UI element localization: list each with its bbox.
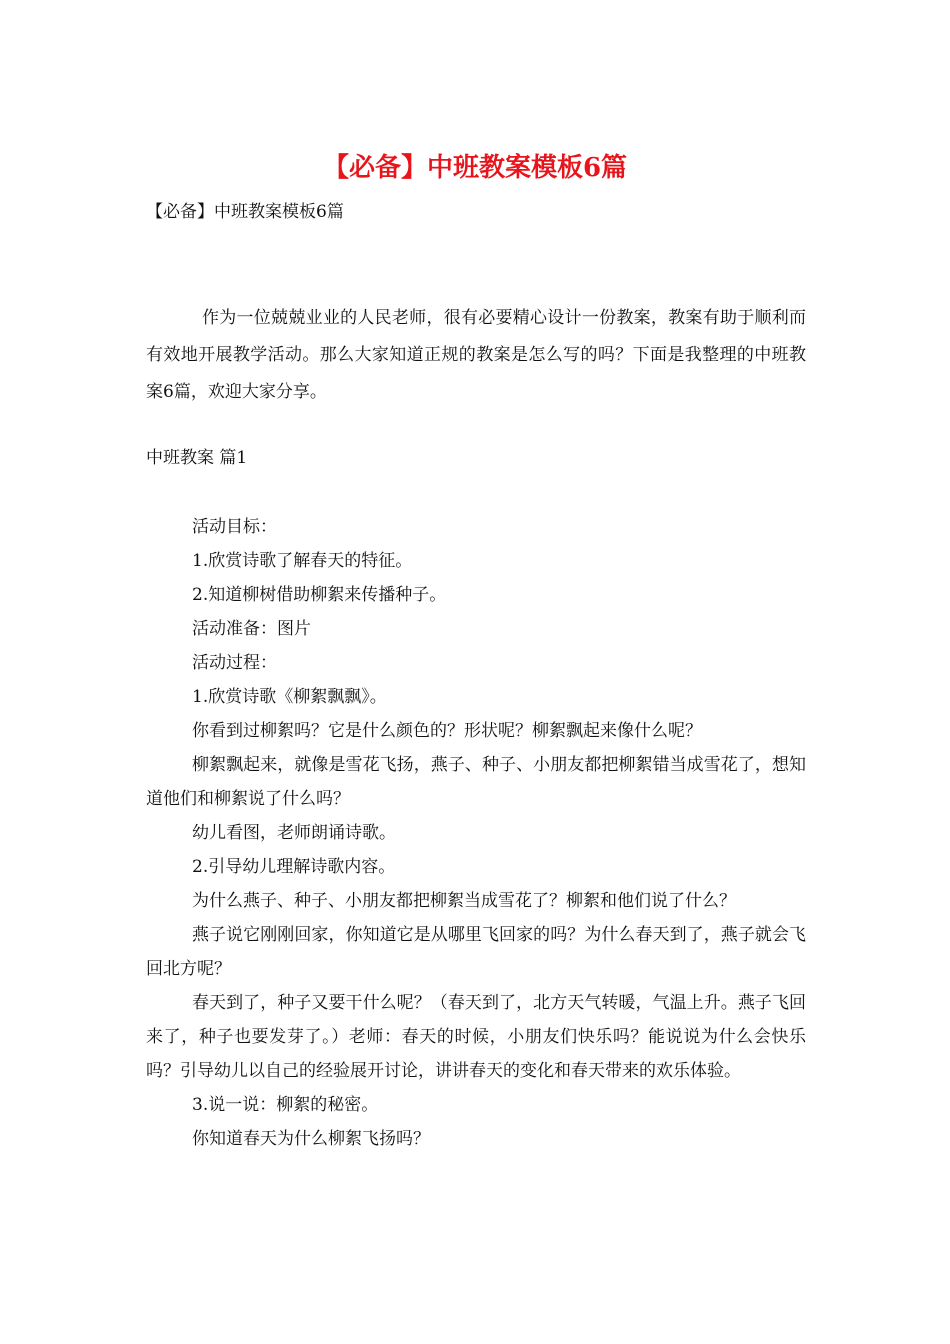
paragraph-goal-2: 2.知道柳树借助柳絮来传播种子。 xyxy=(192,585,447,605)
paragraph-question-3: 燕子说它刚刚回家，你知道它是从哪里飞回家的吗？为什么春天到了，燕子就会飞回北方呢？ xyxy=(146,925,806,979)
document-subtitle: 【必备】中班教案模板6篇 xyxy=(146,202,344,222)
paragraph-step-2: 2.引导幼儿理解诗歌内容。 xyxy=(192,857,396,877)
paragraph-preparation: 活动准备：图片 xyxy=(192,619,311,639)
intro-paragraph: 作为一位兢兢业业的人民老师，很有必要精心设计一份教案，教案有助于顺利而有效地开展教学活动。那么大家知道正规的教案是怎么写的吗？下面是我整理的中班教案6篇，欢迎大家分享。 xyxy=(146,308,806,402)
section-heading: 中班教案 篇1 xyxy=(146,448,248,468)
paragraph-goal-1: 1.欣赏诗歌了解春天的特征。 xyxy=(192,551,413,571)
paragraph-step-3: 3.说一说：柳絮的秘密。 xyxy=(192,1095,379,1115)
paragraph-question-4: 你知道春天为什么柳絮飞扬吗？ xyxy=(192,1129,430,1149)
paragraph-discussion: 春天到了，种子又要干什么呢？（春天到了，北方天气转暖，气温上升。燕子飞回来了，种子也要发芽了。）老师：春天的时候，小朋友们快乐吗？能说说为什么会快乐吗？引导幼儿以自己的经验展开讨论，讲讲春天的变化和春天带来的欢乐体验。 xyxy=(146,993,806,1081)
paragraph-goals-heading: 活动目标： xyxy=(192,517,277,537)
paragraph-description-1: 柳絮飘起来，就像是雪花飞扬，燕子、种子、小朋友都把柳絮错当成雪花了，想知道他们和柳絮说了什么吗？ xyxy=(146,755,806,809)
paragraph-question-1: 你看到过柳絮吗？它是什么颜色的？形状呢？柳絮飘起来像什么呢？ xyxy=(192,721,702,741)
lesson-body xyxy=(146,510,806,1156)
paragraph-question-2: 为什么燕子、种子、小朋友都把柳絮当成雪花了？柳絮和他们说了什么？ xyxy=(192,891,736,911)
paragraph-process-heading: 活动过程： xyxy=(192,653,277,673)
document-title: 【必备】中班教案模板6篇 xyxy=(322,153,628,183)
paragraph-step-1: 1.欣赏诗歌《柳絮飘飘》。 xyxy=(192,687,387,707)
paragraph-recitation: 幼儿看图，老师朗诵诗歌。 xyxy=(192,823,396,843)
